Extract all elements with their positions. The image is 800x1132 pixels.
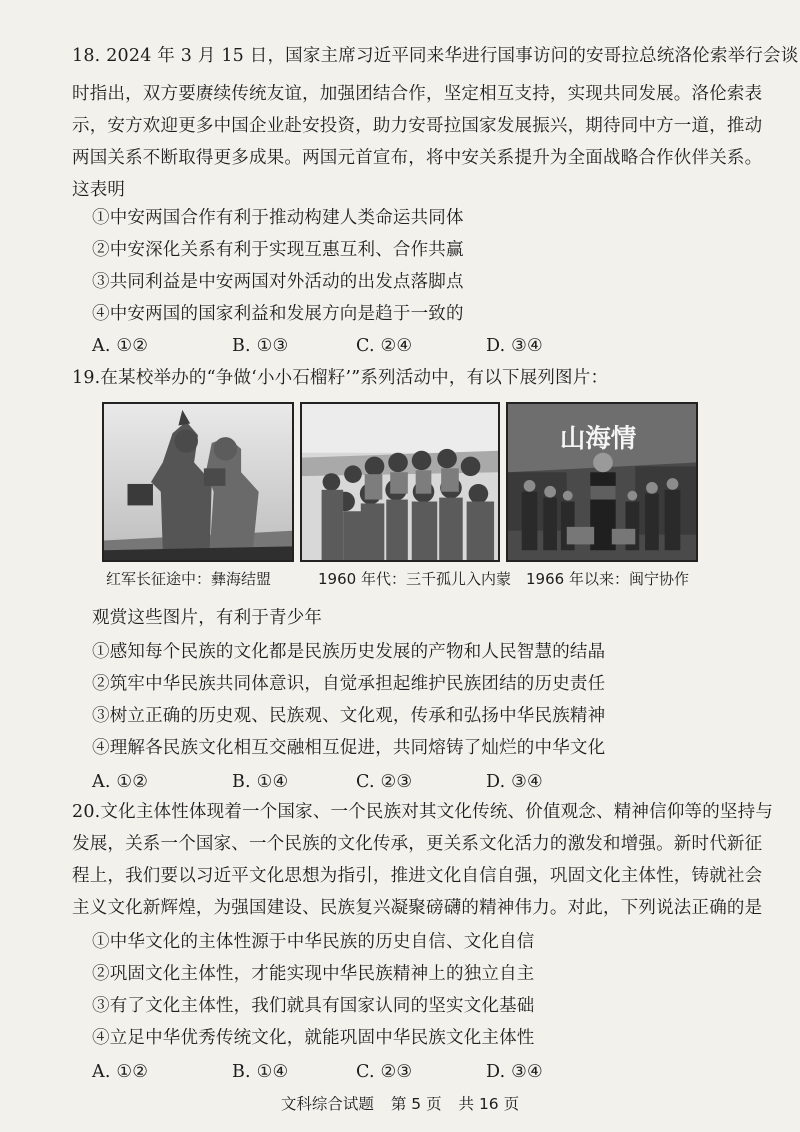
- footer-title: 文科综合试题: [280, 1095, 374, 1113]
- q19-choice-c[interactable]: C. ②③: [356, 772, 413, 792]
- q18-choice-a[interactable]: A. ①②: [92, 336, 149, 356]
- q20-stem-line-2: 发展，关系一个国家、一个民族的文化传承，更关系文化活力的激发和增强。新时代新征: [72, 834, 763, 854]
- q19-stem: 19.在某校举办的“争做‘小小石榴籽’”系列活动中，有以下展列图片：: [72, 368, 609, 388]
- q20-option-3: ③有了文化主体性，我们就具有国家认同的坚实文化基础: [92, 996, 535, 1016]
- q20-stem-line-4: 主义文化新辉煌，为强国建设、民族复兴凝聚磅礴的精神伟力。对此，下列说法正确的是: [72, 898, 763, 918]
- q20-choice-b[interactable]: B. ①④: [232, 1062, 289, 1082]
- q18-option-1: ①中安两国合作有利于推动构建人类命运共同体: [92, 208, 464, 228]
- photo-minning-poster: [506, 402, 698, 562]
- q18-stem-line-5: 这表明: [72, 180, 126, 200]
- q18-choice-b[interactable]: B. ①③: [232, 336, 289, 356]
- q20-stem-line-1: 20.文化主体性体现着一个国家、一个民族对其文化传统、价值观念、精神信仰等的坚持与: [72, 802, 774, 822]
- caption-three-thousand-orphans: 1960 年代：三千孤儿入内蒙: [318, 570, 511, 588]
- q18-stem-line-3: 示，安方欢迎更多中国企业赴安投资，助力安哥拉国家发展振兴，期待同中方一道，推动: [72, 116, 763, 136]
- caption-yihai-alliance: 红军长征途中：彝海结盟: [106, 570, 272, 588]
- q20-choice-d[interactable]: D. ③④: [486, 1062, 543, 1082]
- footer-page-number: 第 5 页: [390, 1095, 442, 1113]
- poster-title: 山海情: [559, 422, 637, 453]
- q18-option-3: ③共同利益是中安两国对外活动的出发点落脚点: [92, 272, 464, 292]
- q19-option-2: ②筑牢中华民族共同体意识，自觉承担起维护民族团结的历史责任: [92, 674, 606, 694]
- q20-choice-c[interactable]: C. ②③: [356, 1062, 413, 1082]
- q19-lead: 观赏这些图片，有利于青少年: [92, 608, 323, 628]
- page-footer: [0, 1092, 800, 1114]
- q20-option-1: ①中华文化的主体性源于中华民族的历史自信、文化自信: [92, 932, 535, 952]
- q18-stem-line-2: 时指出，双方要赓续传统友谊，加强团结合作，坚定相互支持，实现共同发展。洛伦索表: [72, 84, 763, 104]
- q18-stem-line-1: 18. 2024 年 3 月 15 日，国家主席习近平同来华进行国事访问的安哥拉总统洛伦索举行会谈: [72, 46, 799, 66]
- q20-option-2: ②巩固文化主体性，才能实现中华民族精神上的独立自主: [92, 964, 535, 984]
- footer-total-pages: 共 16 页: [458, 1095, 520, 1113]
- q18-stem-line-4: 两国关系不断取得更多成果。两国元首宣布，将中安关系提升为全面战略合作伙伴关系。: [72, 148, 763, 168]
- q19-choice-b[interactable]: B. ①④: [232, 772, 289, 792]
- q18-option-2: ②中安深化关系有利于实现互惠互利、合作共赢: [92, 240, 464, 260]
- q18-choice-d[interactable]: D. ③④: [486, 336, 543, 356]
- caption-minning-cooperation: 1966 年以来：闽宁协作: [526, 570, 689, 588]
- q19-option-1: ①感知每个民族的文化都是民族历史发展的产物和人民智慧的结晶: [92, 642, 606, 662]
- q19-option-4: ④理解各民族文化相互交融相互促进，共同熔铸了灿烂的中华文化: [92, 738, 606, 758]
- q20-choice-a[interactable]: A. ①②: [92, 1062, 149, 1082]
- q19-option-3: ③树立正确的历史观、民族观、文化观，传承和弘扬中华民族精神: [92, 706, 606, 726]
- q20-option-4: ④立足中华优秀传统文化，就能巩固中华民族文化主体性: [92, 1028, 535, 1048]
- q19-choice-a[interactable]: A. ①②: [92, 772, 149, 792]
- photo-yihai-alliance: [102, 402, 294, 562]
- q20-stem-line-3: 程上，我们要以习近平文化思想为指引，推进文化自信自强，巩固文化主体性，铸就社会: [72, 866, 763, 886]
- photo-three-thousand-orphans: [300, 402, 500, 562]
- q18-option-4: ④中安两国的国家利益和发展方向是趋于一致的: [92, 304, 464, 324]
- q19-choice-d[interactable]: D. ③④: [486, 772, 543, 792]
- q18-choice-c[interactable]: C. ②④: [356, 336, 413, 356]
